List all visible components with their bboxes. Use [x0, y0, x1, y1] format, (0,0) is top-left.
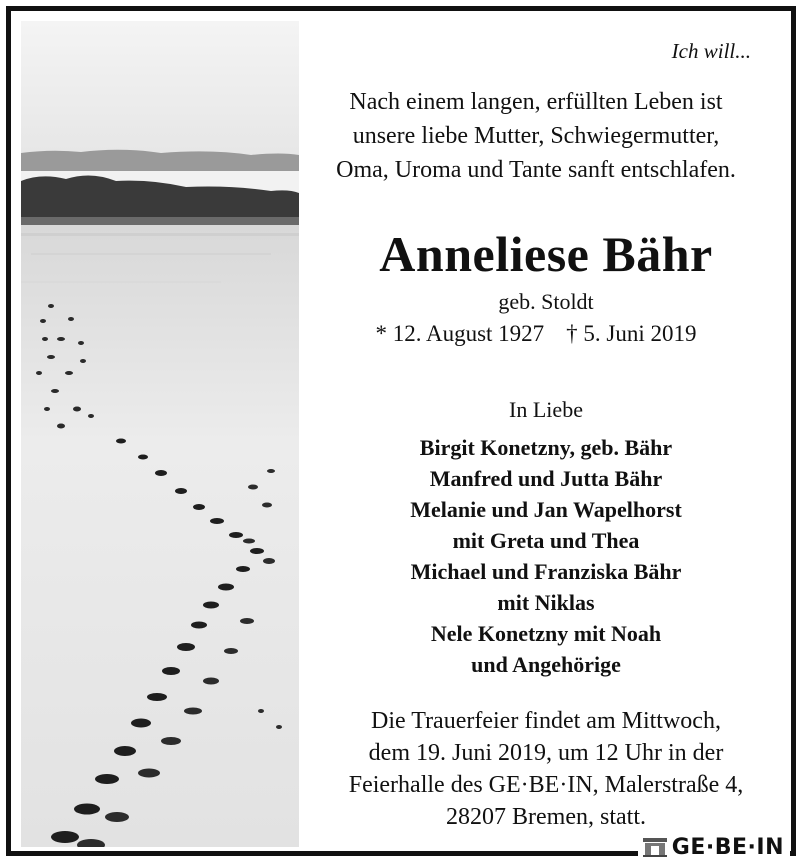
deceased-name: Anneliese Bähr [379, 226, 713, 282]
mourner-line: Melanie und Jan Wapelhorst [410, 497, 682, 522]
mourner-line: mit Greta und Thea [452, 528, 640, 553]
ceremony-line: Die Trauerfeier findet am Mittwoch, [371, 708, 721, 734]
intro-text [301, 85, 771, 187]
mourners-list [301, 432, 791, 680]
mourner-line: Nele Konetzny mit Noah [430, 621, 662, 646]
intro-line: unsere liebe Mutter, Schwiegermutter, [352, 123, 720, 149]
ceremony-line: dem 19. Juni 2019, um 12 Uhr in der [368, 740, 724, 766]
ceremony-notice [301, 705, 791, 833]
gebein-logo [638, 834, 790, 860]
intro-line: Nach einem langen, erfüllten Leben ist [349, 89, 723, 115]
intro-line: Oma, Uroma und Tante sanft entschlafen. [336, 157, 736, 183]
in-love-label: In Liebe [509, 397, 583, 422]
beach-footprints-image [21, 21, 299, 847]
maiden-name: geb. Stoldt [498, 289, 594, 314]
life-dates [301, 321, 771, 347]
gebein-logo-icon [642, 836, 668, 858]
mourner-line: mit Niklas [497, 590, 595, 615]
mourner-line: und Angehörige [471, 652, 621, 677]
birth-date: * 12. August 1927 [375, 321, 545, 346]
logo-text: GE·BE·IN [671, 834, 784, 860]
mourner-line: Michael und Franziska Bähr [410, 559, 682, 584]
mourner-line: Birgit Konetzny, geb. Bähr [419, 435, 673, 460]
motto: Ich will... [671, 39, 751, 63]
ceremony-line: Feierhalle des GE·BE·IN, Malerstraße 4, [348, 772, 744, 798]
mourner-line: Manfred und Jutta Bähr [429, 466, 663, 491]
death-date: † 5. Juni 2019 [566, 321, 697, 346]
ceremony-line: 28207 Bremen, statt. [446, 804, 646, 830]
obituary-frame [6, 6, 796, 856]
obituary-text [301, 11, 791, 847]
